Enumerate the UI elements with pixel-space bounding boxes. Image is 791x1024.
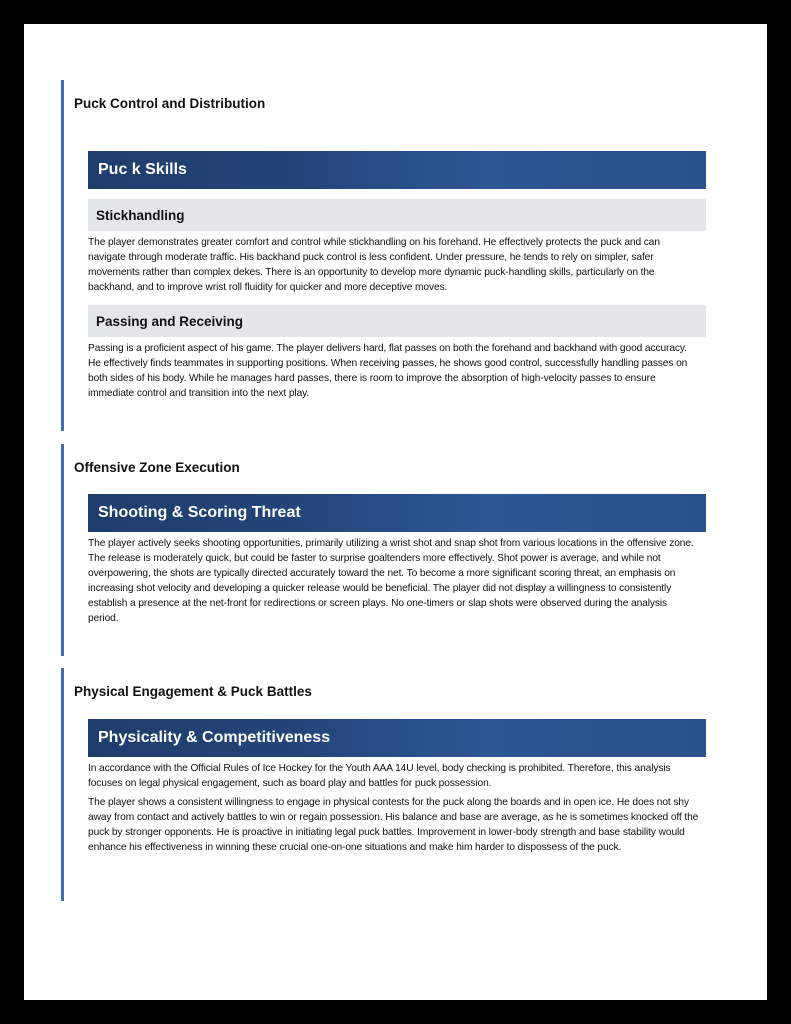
banner-puck-skills: Puc k Skills — [88, 151, 706, 189]
section-physical-engagement — [61, 668, 724, 901]
subhead-stickhandling: Stickhandling — [88, 199, 706, 231]
section-title: Puck Control and Distribution — [74, 96, 266, 111]
banner-shooting-scoring: Shooting & Scoring Threat — [88, 494, 706, 532]
paragraph-stickhandling: The player demonstrates greater comfort and control while stickhandling on his forehand. He effectively protects the puck and can navigate through moderate traffic. His backhand puck control is less confident. Under pressure, he tends to rely on simpler, safer movements rather than complex dekes. There is an opportunity to develop more dynamic puck-handling skills, particularly on the backhand, and to improve wrist roll fluidity for quicker and more deceptive moves. — [88, 237, 660, 293]
section-title: Physical Engagement & Puck Battles — [74, 684, 312, 699]
paragraph-physicality-rules: In accordance with the Official Rules of Ice Hockey for the Youth AAA 14U level, body checking is prohibited. Therefore, this analysis focuses on legal physical engagement, such as board play and battles for puck possession. — [88, 763, 671, 789]
paragraph-passing-receiving: Passing is a proficient aspect of his game. The player delivers hard, flat passes on both the forehand and backhand with good accuracy. He effectively finds teammates in supporting positions. When receiving passes, he shows good control, successfully handling passes on both sides of his body. While he manages hard passes, there is room to improve the absorption of high-velocity passes to ensure immediate control and transition into the next play. — [88, 343, 688, 399]
banner-physicality: Physicality & Competitiveness — [88, 719, 706, 757]
section-puck-control — [61, 80, 724, 431]
report-page — [24, 24, 767, 1000]
section-title: Offensive Zone Execution — [74, 460, 240, 475]
subhead-passing-receiving: Passing and Receiving — [88, 305, 706, 337]
paragraph-shooting: The player actively seeks shooting opportunities, primarily utilizing a wrist shot and snap shot from various locations in the offensive zone. The release is moderately quick, but could be faster to surprise goaltenders more effectively. Shot power is average, and while not overpowering, the shots are typically directed accurately toward the net. To become a more significant scoring threat, an emphasis on increasing shot velocity and developing a quicker release would be beneficial. The player did not display a willingness to consistently establish a presence at the net-front for redirections or screen plays. No one-timers or slap shots were observed during the analysis period. — [88, 538, 694, 624]
paragraph-physicality-assessment: The player shows a consistent willingness to engage in physical contests for the puck along the boards and in open ice. He does not shy away from contact and actively battles to win or regain possession. His balance and base are average, as he is sometimes knocked off the puck by stronger opponents. He is proactive in initiating legal puck battles. Improvement in lower-body strength and base stability would enhance his effectiveness in winning these crucial one-on-one situations and make him harder to dispossess of the puck. — [88, 797, 699, 853]
section-offensive-zone — [61, 444, 724, 656]
